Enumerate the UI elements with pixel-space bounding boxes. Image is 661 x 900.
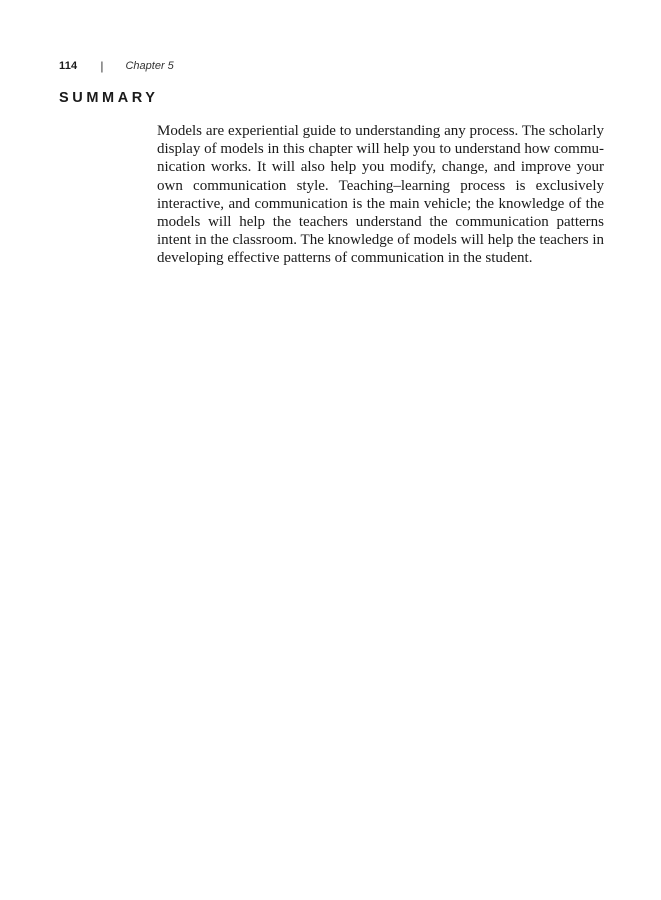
page-number: 114 — [59, 60, 78, 72]
chapter-label: Chapter 5 — [125, 60, 174, 72]
running-head — [59, 58, 174, 74]
summary-paragraph: Models are experiential guide to understanding any process. The scholarly display of models in this chapter will help you to understand how communication works. It will also help you modify, change, and improve your own communication style. Teaching–learning process is exclusively interactive, and communication is the main vehicle; the knowledge of the models will help the teachers understand the communication patterns intent in the classroom. The knowledge of models will help the teachers in developing effective patterns of communication in the student. — [157, 123, 604, 267]
header-separator: | — [100, 59, 104, 73]
section-heading: SUMMARY — [59, 90, 159, 106]
